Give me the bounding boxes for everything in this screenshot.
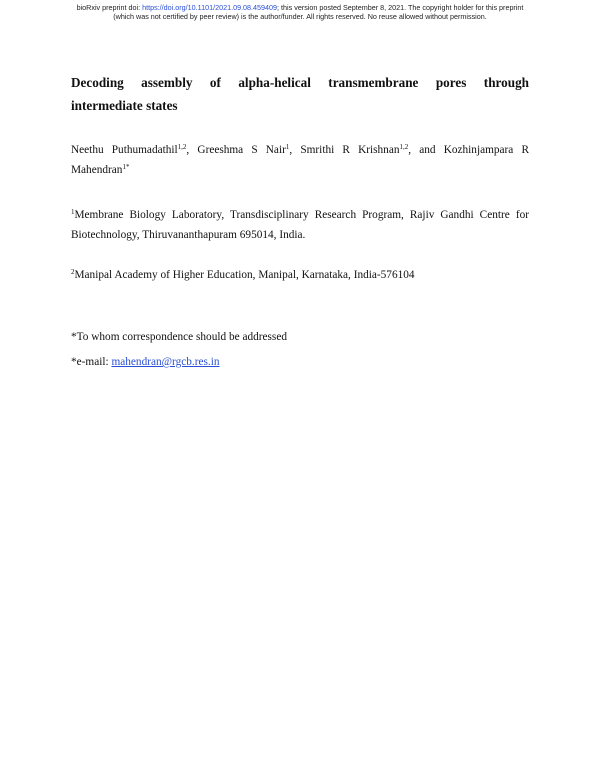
header-line-1: bioRxiv preprint doi: https://doi.org/10.1101/2021.09.08.459409; this version posted September 8, 2021. The copyright holder for this preprint <box>76 3 524 12</box>
preprint-header <box>0 3 600 21</box>
title-line-1: Decoding assembly of alpha-helical transmembrane pores through <box>71 75 529 90</box>
author-name: Neethu Puthumadathil <box>71 144 178 156</box>
correspondence-note: *To whom correspondence should be addressed <box>71 331 287 343</box>
author-line-2 <box>71 164 129 176</box>
affiliation-mark: 2 <box>71 268 75 276</box>
affiliation-2: $^2$Manipal Academy of Higher Education, Manipal, Karnataka, India-576104 <box>71 268 415 281</box>
author-list <box>71 140 529 180</box>
author-line-1: Neethu Puthumadathil$^{1,2}$, Greeshma S Nair$^1$, Smrithi R Krishnan$^{1,2}$, and Kozhinjampara R <box>71 143 530 156</box>
affiliation-1: $^1$Membrane Biology Laboratory, Transdisciplinary Research Program, Rajiv Gandhi Centre for Biotechnology, Thiruvananthapuram 695014, India. <box>71 208 529 241</box>
author-affiliation: 1,2 <box>177 143 187 151</box>
paper-title <box>71 71 529 117</box>
doi-link[interactable]: https://doi.org/10.1101/2021.09.08.459409 <box>142 3 278 12</box>
correspondence-email: *e-mail: mahendran@rgcb.res.in <box>71 356 220 368</box>
title-line-2: intermediate states <box>71 98 178 113</box>
author-affiliation: 1 <box>285 143 290 151</box>
author-affiliation: 1* <box>122 163 130 171</box>
author-name: Greeshma S Nair <box>197 144 286 156</box>
author-affiliation: 1,2 <box>399 143 409 151</box>
author-name: Kozhinjampara R <box>443 144 530 156</box>
author-name: Smrithi R Krishnan <box>300 144 400 156</box>
affiliation-mark: 1 <box>71 208 75 216</box>
email-link[interactable]: mahendran@rgcb.res.in <box>111 356 220 368</box>
author-name: Mahendran <box>71 164 123 176</box>
header-line-2: (which was not certified by peer review) is the author/funder. All rights reserved. No reuse allowed without permission. <box>113 12 487 21</box>
